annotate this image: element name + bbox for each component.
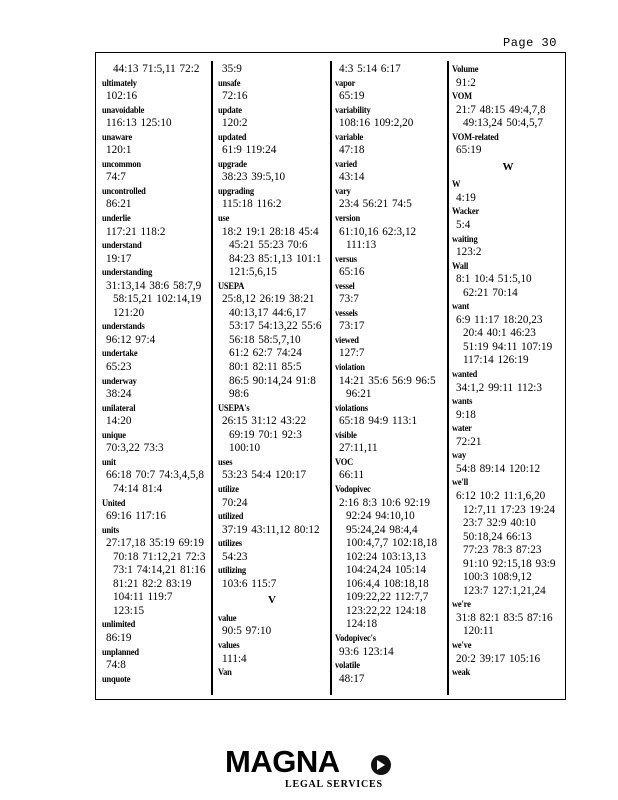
page-line-refs: 96:21 bbox=[346, 388, 372, 401]
index-term: updated bbox=[218, 131, 247, 142]
page-line-refs: 61:2 62:7 74:24 bbox=[229, 347, 302, 360]
index-term: ultimately bbox=[102, 77, 137, 88]
index-term: vary bbox=[335, 185, 351, 196]
index-term: variable bbox=[335, 131, 364, 142]
magna-logo bbox=[222, 745, 396, 793]
page-line-refs: 61:10,16 62:3,12 bbox=[339, 225, 417, 238]
page-line-refs: 53:23 54:4 120:17 bbox=[222, 469, 307, 482]
page-line-refs: 53:17 54:13,22 55:6 bbox=[229, 320, 322, 333]
page-line-refs: 123:2 bbox=[456, 246, 482, 259]
page-line-refs: 74:8 bbox=[106, 659, 126, 672]
index-term: unsafe bbox=[218, 77, 241, 88]
page-line-refs: 8:1 10:4 51:5,10 bbox=[456, 273, 532, 286]
page-line-refs: 123:15 bbox=[113, 604, 145, 617]
index-column-3 bbox=[335, 63, 443, 686]
page-line-refs: 116:13 125:10 bbox=[106, 117, 172, 130]
index-term: utilizing bbox=[218, 565, 246, 576]
index-term: uncontrolled bbox=[102, 185, 146, 196]
page-line-refs: 102:24 103:13,13 bbox=[346, 550, 426, 563]
index-term: unavoidable bbox=[102, 104, 145, 115]
page-line-refs: 38:23 39:5,10 bbox=[222, 171, 286, 184]
page-line-refs: 96:12 97:4 bbox=[106, 333, 156, 346]
page-line-refs: 65:23 bbox=[106, 361, 132, 374]
page-line-refs: 77:23 78:3 87:23 bbox=[463, 544, 542, 557]
index-column-4 bbox=[452, 63, 564, 680]
page-line-refs: 73:7 bbox=[339, 293, 359, 306]
page-line-refs: 123:7 127:1,21,24 bbox=[463, 584, 546, 597]
index-term: unique bbox=[102, 429, 126, 440]
page-line-refs: 103:6 115:7 bbox=[222, 577, 277, 590]
index-term: values bbox=[218, 639, 240, 650]
page-line-refs: 38:24 bbox=[106, 388, 132, 401]
page-line-refs: 19:17 bbox=[106, 252, 132, 265]
page-line-refs: 80:1 82:11 85:5 bbox=[229, 361, 302, 374]
index-term: unit bbox=[102, 456, 116, 467]
page-line-refs: 66:11 bbox=[339, 469, 365, 482]
page-line-refs: 70:18 71:12,21 72:3 bbox=[113, 550, 206, 563]
page-line-refs: 81:21 82:2 83:19 bbox=[113, 577, 192, 590]
index-term: underway bbox=[102, 375, 137, 386]
index-term: understands bbox=[102, 321, 145, 332]
page-line-refs: 69:19 70:1 92:3 bbox=[229, 428, 302, 441]
column-divider bbox=[211, 61, 213, 695]
page-line-refs: 100:3 108:9,12 bbox=[463, 571, 532, 584]
page-line-refs: 117:14 126:19 bbox=[463, 354, 529, 367]
page-line-refs: 120:1 bbox=[106, 144, 132, 157]
index-term: unaware bbox=[102, 131, 133, 142]
index-term: VOM-related bbox=[452, 131, 499, 142]
section-letter: W bbox=[502, 160, 514, 173]
page-line-refs: 66:18 70:7 74:3,4,5,8 bbox=[106, 469, 205, 482]
index-term: upgrading bbox=[218, 185, 254, 196]
page-line-refs: 65:19 bbox=[456, 144, 482, 157]
index-term: use bbox=[218, 213, 230, 224]
page-line-refs: 127:7 bbox=[339, 347, 365, 360]
index-term: underlie bbox=[102, 213, 131, 224]
page-line-refs: 2:16 8:3 10:6 92:19 bbox=[339, 496, 430, 509]
index-term: variability bbox=[335, 104, 371, 115]
page-line-refs: 93:6 123:14 bbox=[339, 645, 394, 658]
section-letter: V bbox=[268, 594, 276, 607]
play-arrow-icon bbox=[371, 755, 391, 775]
index-term: violation bbox=[335, 362, 365, 373]
page-line-refs: 100:4,7,7 102:18,18 bbox=[346, 537, 438, 550]
index-term: utilize bbox=[218, 483, 239, 494]
index-frame bbox=[95, 52, 566, 700]
page-line-refs: 72:16 bbox=[222, 90, 248, 103]
page-line-refs: 115:18 116:2 bbox=[222, 198, 282, 211]
index-term: viewed bbox=[335, 334, 359, 345]
page-line-refs: 74:7 bbox=[106, 171, 126, 184]
index-term: value bbox=[218, 612, 237, 623]
page-line-refs: 35:9 bbox=[222, 63, 242, 75]
page-line-refs: 120:11 bbox=[463, 625, 494, 638]
page-line-refs: 92:24 94:10,10 bbox=[346, 510, 415, 523]
page-line-refs: 47:18 bbox=[339, 144, 365, 157]
index-term: vessels bbox=[335, 307, 358, 318]
page-line-refs: 91:10 92:15,18 93:9 bbox=[463, 557, 556, 570]
page-line-refs: 91:2 bbox=[456, 76, 476, 89]
page-line-refs: 70:3,22 73:3 bbox=[106, 442, 164, 455]
index-term: understanding bbox=[102, 267, 153, 278]
page-line-refs: 48:17 bbox=[339, 672, 365, 685]
index-term: we'll bbox=[452, 477, 468, 488]
index-column-2 bbox=[218, 63, 326, 680]
index-term: understand bbox=[102, 240, 142, 251]
page-line-refs: 123:22,22 124:18 bbox=[346, 604, 426, 617]
index-term: way bbox=[452, 450, 467, 461]
page-line-refs: 95:24,24 98:4,4 bbox=[346, 523, 418, 536]
index-term: USEPA's bbox=[218, 402, 250, 413]
page-line-refs: 31:13,14 38:6 58:7,9 bbox=[106, 279, 202, 292]
page-line-refs: 106:4,4 108:18,18 bbox=[346, 577, 429, 590]
page-line-refs: 9:18 bbox=[456, 408, 476, 421]
index-term: violations bbox=[335, 402, 368, 413]
page-line-refs: 124:18 bbox=[346, 618, 378, 631]
index-term: uncommon bbox=[102, 158, 141, 169]
index-term: we're bbox=[452, 599, 471, 610]
page-line-refs: 69:16 117:16 bbox=[106, 510, 166, 523]
index-term: USEPA bbox=[218, 280, 245, 291]
page-line-refs: 104:11 119:7 bbox=[113, 591, 173, 604]
page-line-refs: 56:18 58:5,7,10 bbox=[229, 333, 301, 346]
page-line-refs: 51:19 94:11 107:19 bbox=[463, 340, 553, 353]
page-line-refs: 6:9 11:17 18:20,23 bbox=[456, 313, 543, 326]
index-term: VOC bbox=[335, 456, 354, 467]
page-line-refs: 65:18 94:9 113:1 bbox=[339, 415, 418, 428]
page-line-refs: 86:5 90:14,24 91:8 bbox=[229, 374, 316, 387]
page-number: Page 30 bbox=[503, 36, 557, 50]
column-divider bbox=[447, 61, 449, 695]
index-term: W bbox=[452, 179, 461, 190]
page-line-refs: 90:5 97:10 bbox=[222, 625, 272, 638]
index-term: weak bbox=[452, 667, 471, 678]
index-term: unquote bbox=[102, 673, 131, 684]
index-term: visible bbox=[335, 429, 357, 440]
page-line-refs: 111:13 bbox=[346, 239, 377, 252]
index-term: upgrade bbox=[218, 158, 247, 169]
page-line-refs: 104:24,24 105:14 bbox=[346, 564, 426, 577]
page-line-refs: 70:24 bbox=[222, 496, 248, 509]
index-term: Van bbox=[218, 667, 232, 678]
page-line-refs: 73:1 74:14,21 81:16 bbox=[113, 564, 206, 577]
page-line-refs: 65:19 bbox=[339, 90, 365, 103]
page-line-refs: 37:19 43:11,12 80:12 bbox=[222, 523, 320, 536]
page-line-refs: 109:22,22 112:7,7 bbox=[346, 591, 429, 604]
page-line-refs: 20:4 40:1 46:23 bbox=[463, 327, 536, 340]
page-line-refs: 84:23 85:1,13 101:1 bbox=[229, 252, 322, 265]
page-line-refs: 86:19 bbox=[106, 631, 132, 644]
index-term: varied bbox=[335, 158, 357, 169]
page-line-refs: 62:21 70:14 bbox=[463, 286, 518, 299]
index-term: unlimited bbox=[102, 619, 136, 630]
page-line-refs: 54:23 bbox=[222, 550, 248, 563]
page-line-refs: 121:20 bbox=[113, 306, 145, 319]
page-line-refs: 61:9 119:24 bbox=[222, 144, 277, 157]
page-line-refs: 73:17 bbox=[339, 320, 365, 333]
page-line-refs: 121:5,6,15 bbox=[229, 266, 277, 279]
page-line-refs: 27:11,11 bbox=[339, 442, 378, 455]
index-term: Wacker bbox=[452, 206, 480, 217]
page-line-refs: 98:6 bbox=[229, 388, 249, 401]
page-line-refs: 6:12 10:2 11:1,6,20 bbox=[456, 489, 546, 502]
page-line-refs: 108:16 109:2,20 bbox=[339, 117, 414, 130]
page-line-refs: 14:20 bbox=[106, 415, 132, 428]
page-line-refs: 58:15,21 102:14,19 bbox=[113, 293, 202, 306]
page-line-refs: 23:7 32:9 40:10 bbox=[463, 517, 536, 530]
page-line-refs: 117:21 118:2 bbox=[106, 225, 166, 238]
index-term: VOM bbox=[452, 91, 472, 102]
page-line-refs: 4:3 5:14 6:17 bbox=[339, 63, 401, 75]
index-term: version bbox=[335, 213, 361, 224]
page-line-refs: 72:21 bbox=[456, 435, 482, 448]
index-term: uses bbox=[218, 456, 233, 467]
page-line-refs: 21:7 48:15 49:4,7,8 bbox=[456, 103, 546, 116]
index-term: versus bbox=[335, 253, 357, 264]
index-term: we've bbox=[452, 639, 472, 650]
index-term: United bbox=[102, 497, 126, 508]
index-term: Volume bbox=[452, 64, 479, 74]
page-line-refs: 23:4 56:21 74:5 bbox=[339, 198, 412, 211]
index-term: utilized bbox=[218, 511, 244, 522]
index-term: utilizes bbox=[218, 538, 242, 549]
page-line-refs: 31:8 82:1 83:5 87:16 bbox=[456, 611, 553, 624]
page-line-refs: 25:8,12 26:19 38:21 bbox=[222, 293, 315, 306]
index-term: wanted bbox=[452, 369, 478, 380]
page-line-refs: 40:13,17 44:6,17 bbox=[229, 306, 307, 319]
page-line-refs: 14:21 35:6 56:9 96:5 bbox=[339, 374, 436, 387]
page-line-refs: 44:13 71:5,11 72:2 bbox=[113, 63, 200, 75]
page-line-refs: 86:21 bbox=[106, 198, 132, 211]
index-term: unilateral bbox=[102, 402, 136, 413]
index-term: waiting bbox=[452, 233, 478, 244]
page-line-refs: 50:18,24 66:13 bbox=[463, 530, 532, 543]
page-line-refs: 120:2 bbox=[222, 117, 248, 130]
page-line-refs: 12:7,11 17:23 19:24 bbox=[463, 503, 556, 516]
index-term: Vodopivec's bbox=[335, 632, 376, 643]
column-divider bbox=[330, 61, 332, 695]
index-term: unplanned bbox=[102, 646, 139, 657]
page-line-refs: 27:17,18 35:19 69:19 bbox=[106, 537, 205, 550]
page-line-refs: 100:10 bbox=[229, 442, 261, 455]
index-term: water bbox=[452, 423, 472, 434]
index-term: update bbox=[218, 104, 242, 115]
page-line-refs: 18:2 19:1 28:18 45:4 bbox=[222, 225, 319, 238]
index-term: vapor bbox=[335, 77, 356, 88]
logo-wordmark: MAGNA bbox=[225, 744, 340, 779]
index-term: wants bbox=[452, 396, 473, 407]
page-line-refs: 34:1,2 99:11 112:3 bbox=[456, 381, 543, 394]
page-line-refs: 20:2 39:17 105:16 bbox=[456, 652, 541, 665]
page-line-refs: 26:15 31:12 43:22 bbox=[222, 415, 307, 428]
index-term: Wall bbox=[452, 260, 469, 271]
page-line-refs: 74:14 81:4 bbox=[113, 482, 163, 495]
page-line-refs: 102:16 bbox=[106, 90, 138, 103]
page-line-refs: 4:19 bbox=[456, 191, 476, 204]
index-term: want bbox=[452, 301, 470, 312]
index-term: Vodopivec bbox=[335, 483, 371, 494]
page-line-refs: 49:13,24 50:4,5,7 bbox=[463, 117, 543, 130]
index-term: volatile bbox=[335, 660, 360, 671]
page-line-refs: 54:8 89:14 120:12 bbox=[456, 462, 541, 475]
page-line-refs: 111:4 bbox=[222, 652, 247, 665]
index-column-1 bbox=[102, 63, 206, 686]
logo-subtitle: LEGAL SERVICES bbox=[285, 779, 383, 790]
page-line-refs: 43:14 bbox=[339, 171, 365, 184]
page-line-refs: 45:21 55:23 70:6 bbox=[229, 239, 308, 252]
page-line-refs: 5:4 bbox=[456, 219, 471, 232]
page-line-refs: 65:16 bbox=[339, 266, 365, 279]
index-term: units bbox=[102, 524, 119, 535]
index-term: undertake bbox=[102, 348, 138, 359]
index-term: vessel bbox=[335, 280, 355, 291]
